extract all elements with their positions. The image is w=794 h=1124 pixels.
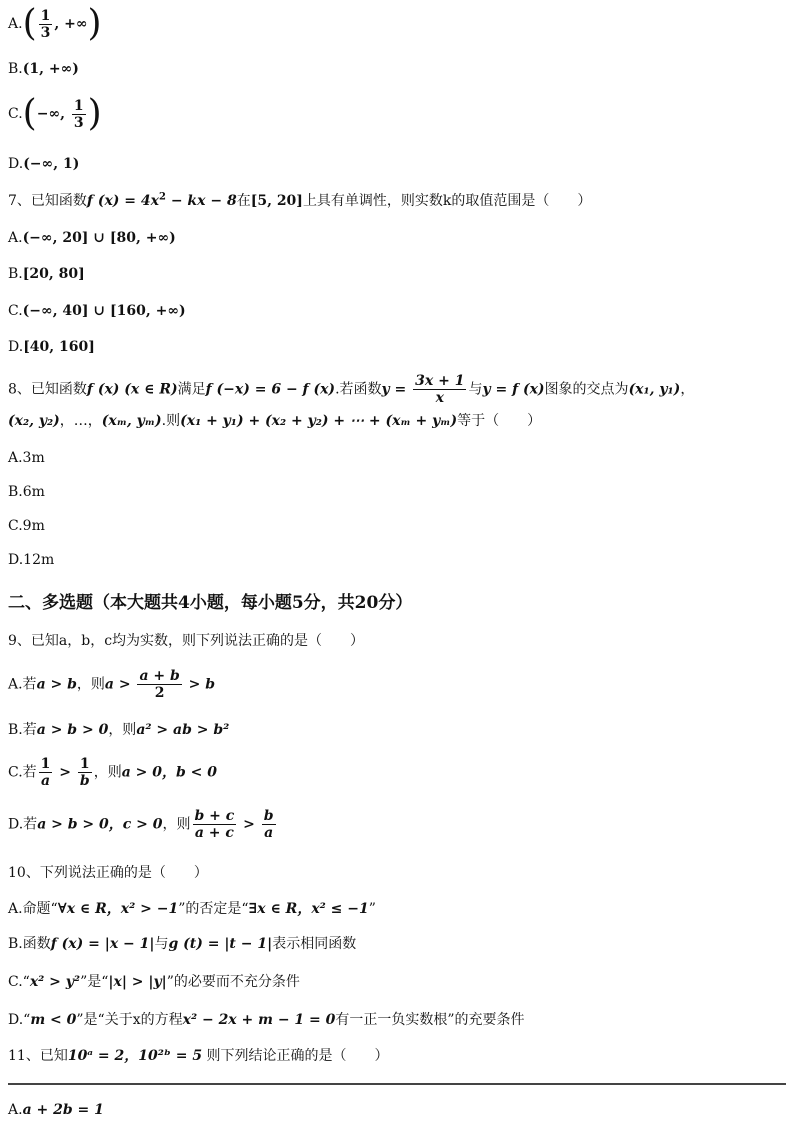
fraction: $\frac{1}{3}$: [40, 7, 51, 41]
q10-option-a[interactable]: A.命题“∀x ∈ R，x² > −1”的否定是“∃x ∈ R，x² ≤ −1”: [8, 901, 376, 917]
q9-option-c[interactable]: C.若 $\frac{1}{a}$ > $\frac{1}{b}$ ，则a > 0，b < 0: [8, 756, 218, 789]
q6-option-d[interactable]: D.(−∞, 1): [8, 156, 80, 172]
q6-option-c[interactable]: C.(−∞, $\frac{1}{3}$ ): [8, 93, 102, 134]
q8-option-a[interactable]: A.3m: [8, 450, 45, 466]
q7-stem: 7、已知函数f $(x) = 4x^2$ − kx − 8在[5, 20]上具有单调性，则实数k的取值范围是（ ）: [8, 191, 592, 209]
q8-option-c[interactable]: C.9m: [8, 518, 45, 534]
q8-option-b[interactable]: B.6m: [8, 484, 45, 500]
fraction: $\frac{3x + 1}{x}$: [415, 373, 465, 406]
fraction: $\frac{b}{a}$: [263, 808, 274, 841]
q8-option-d[interactable]: D.12m: [8, 552, 55, 568]
q8-stem-line2: (x₂, y₂)，…，(xₘ, yₘ).则(x₁ + y₁) + (x₂ + y₂) + ⋯ + (xₘ + yₘ)等于（ ）: [8, 413, 542, 429]
q10-option-d[interactable]: D.“m < 0”是“关于x的方程x² − 2x + m − 1 = 0有一正一负实数根”的充要条件: [8, 1012, 525, 1028]
q9-stem: 9、已知a，b，c均为实数，则下列说法正确的是（ ）: [8, 633, 365, 649]
q10-option-b[interactable]: B.函数f (x) = |x − 1|与g (t) = |t − 1|表示相同函数: [8, 936, 357, 952]
q7-option-c[interactable]: C.(−∞, 40] ∪ [160, +∞): [8, 303, 186, 319]
page-divider: [8, 1083, 786, 1085]
q8-stem-line1: 8、已知函数f (x) (x ∈ R)满足f (−x) = 6 − f (x).若函数y = $\frac{3x + 1}{x}$ 与y = f (x)图象的交点为(x₁, y₁)，: [8, 373, 695, 406]
q11-option-a[interactable]: A.a + 2b = 1: [8, 1102, 104, 1118]
fraction: $\frac{1}{b}$: [79, 756, 90, 789]
q11-stem: 11、已知10ᵃ = 2，10²ᵇ = 5 则下列结论正确的是（ ）: [8, 1048, 389, 1064]
q6-option-a[interactable]: A.( $\frac{1}{3}$ , +∞): [8, 3, 102, 44]
fraction: $\frac{b + c}{a + c}$: [194, 808, 235, 841]
fraction: $\frac{1}{a}$: [40, 756, 51, 789]
section-heading: 二、多选题（本大题共4小题，每小题5分，共20分）: [8, 593, 413, 613]
q9-option-d[interactable]: D.若a > b > 0，c > 0，则 $\frac{b + c}{a + c}$ > $\frac{b}{a}$: [8, 808, 274, 841]
q9-option-a[interactable]: A.若a > b，则a > $\frac{a + b}{2}$ > b: [8, 668, 216, 701]
q10-stem: 10、下列说法正确的是（ ）: [8, 865, 208, 881]
q6-option-b[interactable]: B.(1, +∞): [8, 61, 79, 77]
q9-option-b[interactable]: B.若a > b > 0，则a² > ab > b²: [8, 722, 230, 738]
fraction: $\frac{1}{3}$: [73, 97, 84, 131]
q7-option-d[interactable]: D.[40, 160]: [8, 339, 95, 355]
q7-option-a[interactable]: A.(−∞, 20] ∪ [80, +∞): [8, 230, 176, 246]
q7-option-b[interactable]: B.[20, 80]: [8, 266, 85, 282]
q10-option-c[interactable]: C.“x² > y²”是“|x| > |y|”的必要而不充分条件: [8, 974, 300, 990]
fraction: $\frac{a + b}{2}$: [139, 668, 180, 701]
